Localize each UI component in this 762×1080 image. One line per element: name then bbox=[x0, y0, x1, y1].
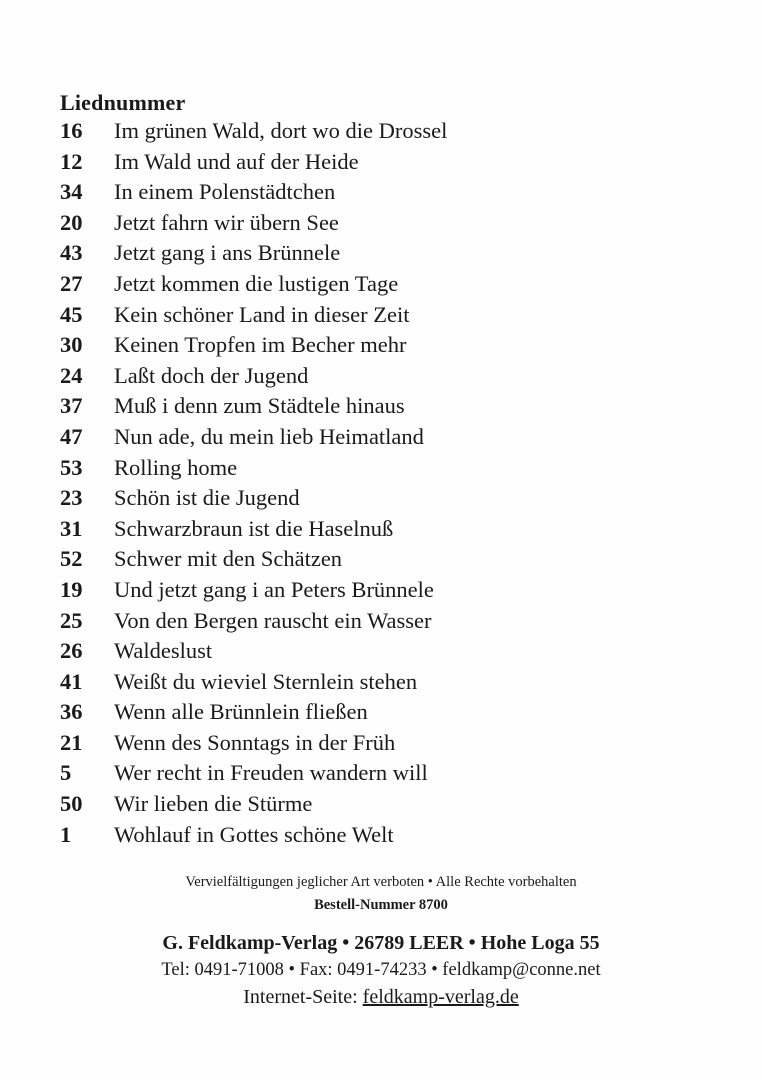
song-row bbox=[60, 455, 720, 486]
song-row bbox=[60, 822, 720, 853]
song-title: Im grünen Wald, dort wo die Drossel bbox=[114, 118, 448, 143]
publisher-address: G. Feldkamp-Verlag • 26789 LEER • Hohe Loga 55 bbox=[162, 932, 600, 954]
song-title: Wenn alle Brünnlein fließen bbox=[114, 699, 368, 725]
song-title: Jetzt fahrn wir übern See bbox=[114, 209, 339, 235]
song-row bbox=[60, 760, 720, 791]
song-title: Jetzt kommen die lustigen Tage bbox=[114, 270, 399, 296]
song-title: Wohlauf in Gottes schöne Welt bbox=[114, 821, 394, 847]
song-title: Rolling home bbox=[114, 454, 238, 480]
song-title: Von den Bergen rauscht ein Wasser bbox=[114, 607, 432, 633]
song-number: 19 bbox=[60, 576, 83, 602]
song-number: 53 bbox=[60, 454, 83, 480]
song-row bbox=[60, 608, 720, 639]
song-title: Muß i denn zum Städtele hinaus bbox=[114, 393, 405, 419]
song-row bbox=[60, 791, 720, 822]
song-title: Kein schöner Land in dieser Zeit bbox=[114, 301, 410, 327]
song-title: Wir lieben die Stürme bbox=[114, 791, 313, 817]
song-row bbox=[60, 363, 720, 394]
website-label: Internet-Seite: bbox=[243, 986, 358, 1008]
song-row bbox=[60, 730, 720, 761]
song-number: 30 bbox=[60, 332, 83, 358]
song-title: Schwer mit den Schätzen bbox=[114, 546, 343, 572]
song-row bbox=[60, 546, 720, 577]
song-number: 50 bbox=[60, 791, 83, 817]
song-number: 31 bbox=[60, 515, 83, 541]
song-title: Im Wald und auf der Heide bbox=[114, 148, 359, 174]
list-heading: Liednummer bbox=[60, 90, 186, 115]
song-number: 52 bbox=[60, 546, 83, 572]
song-title: Und jetzt gang i an Peters Brünnele bbox=[114, 576, 434, 602]
website-link[interactable]: feldkamp-verlag.de bbox=[362, 986, 519, 1008]
song-title: Waldeslust bbox=[114, 638, 213, 664]
song-row bbox=[60, 577, 720, 608]
song-number: 1 bbox=[60, 821, 72, 847]
song-title: Keinen Tropfen im Becher mehr bbox=[114, 332, 407, 358]
song-row bbox=[60, 179, 720, 210]
song-number: 47 bbox=[60, 423, 83, 449]
song-row bbox=[60, 424, 720, 455]
website-line bbox=[0, 986, 762, 1009]
song-title: In einem Polenstädtchen bbox=[114, 179, 336, 205]
song-number: 26 bbox=[60, 638, 83, 664]
song-title: Weißt du wieviel Sternlein stehen bbox=[114, 668, 418, 694]
song-number: 41 bbox=[60, 668, 83, 694]
song-title: Jetzt gang i ans Brünnele bbox=[114, 240, 341, 266]
song-title: Laßt doch der Jugend bbox=[114, 362, 309, 388]
song-row bbox=[60, 210, 720, 241]
song-row bbox=[60, 302, 720, 333]
song-number: 43 bbox=[60, 240, 83, 266]
song-number: 34 bbox=[60, 179, 83, 205]
song-number: 25 bbox=[60, 607, 83, 633]
song-title: Wer recht in Freuden wandern will bbox=[114, 760, 428, 786]
song-number: 37 bbox=[60, 393, 83, 419]
copyright-notice: Vervielfältigungen jeglicher Art verboten • Alle Rechte vorbehalten bbox=[185, 874, 577, 890]
song-list bbox=[60, 118, 720, 852]
song-number: 21 bbox=[60, 729, 83, 755]
song-number: 16 bbox=[60, 118, 83, 143]
contact-info: Tel: 0491-71008 • Fax: 0491-74233 • feldkamp@conne.net bbox=[161, 960, 601, 980]
song-title: Wenn des Sonntags in der Früh bbox=[114, 729, 396, 755]
song-row bbox=[60, 699, 720, 730]
song-row bbox=[60, 332, 720, 363]
song-title: Schwarzbraun ist die Haselnuß bbox=[114, 515, 394, 541]
song-row bbox=[60, 393, 720, 424]
song-row bbox=[60, 516, 720, 547]
song-number: 5 bbox=[60, 760, 72, 786]
song-number: 45 bbox=[60, 301, 83, 327]
song-number: 27 bbox=[60, 270, 83, 296]
song-row bbox=[60, 240, 720, 271]
song-number: 20 bbox=[60, 209, 83, 235]
song-number: 23 bbox=[60, 485, 83, 511]
song-row bbox=[60, 638, 720, 669]
song-number: 12 bbox=[60, 148, 83, 174]
song-row bbox=[60, 149, 720, 180]
song-row bbox=[60, 669, 720, 700]
song-title: Nun ade, du mein lieb Heimatland bbox=[114, 423, 424, 449]
song-number: 24 bbox=[60, 362, 83, 388]
song-row bbox=[60, 118, 720, 149]
song-row bbox=[60, 485, 720, 516]
song-number: 36 bbox=[60, 699, 83, 725]
song-row bbox=[60, 271, 720, 302]
song-title: Schön ist die Jugend bbox=[114, 485, 300, 511]
order-number: Bestell-Nummer 8700 bbox=[314, 897, 448, 913]
